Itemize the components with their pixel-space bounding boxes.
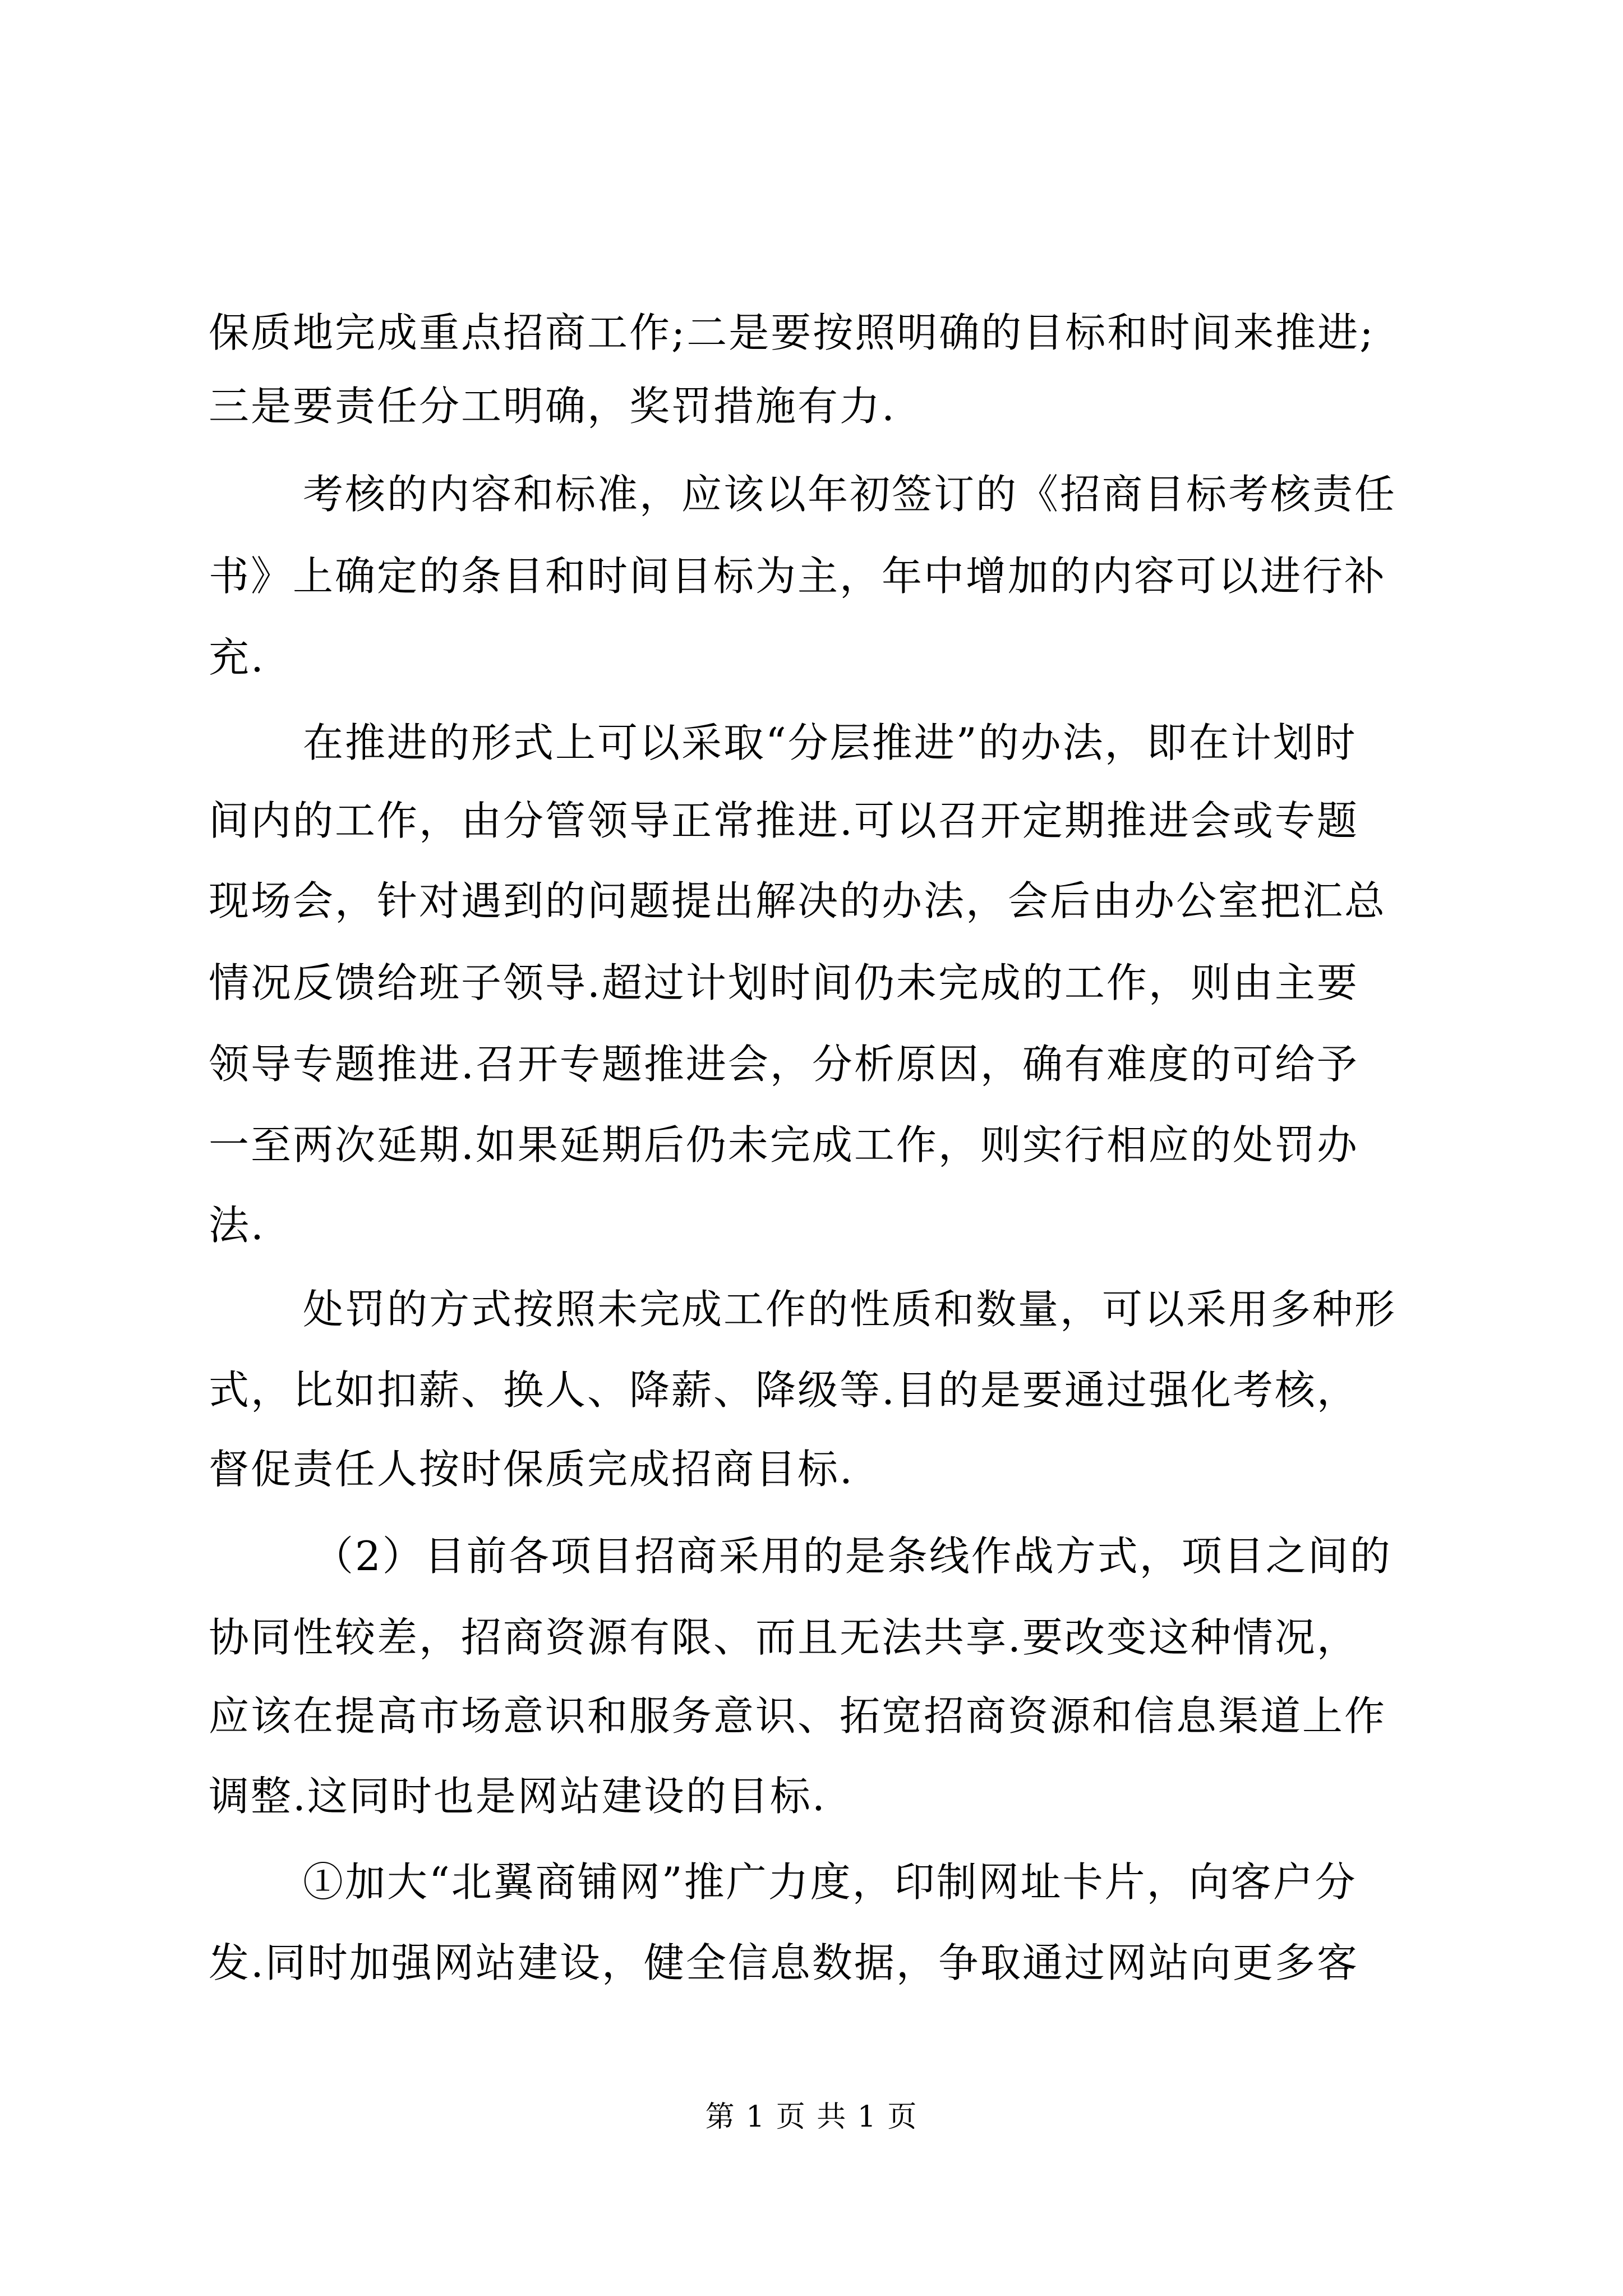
text-line: 督促责任人按时保质完成招商目标. bbox=[209, 1446, 854, 1493]
text-line: 充. bbox=[209, 634, 265, 681]
text-line: 在推进的形式上可以采取“分层推进”的办法，即在计划时 bbox=[303, 719, 1357, 766]
text-line: 式，比如扣薪、换人、降薪、降级等.目的是要通过强化考核， bbox=[209, 1366, 1359, 1414]
page-number-footer: 第 1 页 共 1 页 bbox=[705, 2100, 918, 2134]
text-line: 情况反馈给班子领导.超过计划时间仍未完成的工作，则由主要 bbox=[209, 959, 1359, 1006]
text-line: 处罚的方式按照未完成工作的性质和数量，可以采用多种形 bbox=[303, 1286, 1397, 1333]
text-line: 领导专题推进.召开专题推进会，分析原因，确有难度的可给予 bbox=[209, 1041, 1359, 1088]
text-line: 调整.这同时也是网站建设的目标. bbox=[209, 1773, 827, 1820]
text-line: ①加大“北翼商铺网”推广力度，印制网址卡片，向客户分 bbox=[303, 1858, 1357, 1906]
text-line: （2）目前各项目招商采用的是条线作战方式，项目之间的 bbox=[313, 1533, 1392, 1580]
text-line: 法. bbox=[209, 1202, 265, 1249]
text-line: 保质地完成重点招商工作;二是要按照明确的目标和时间来推进; bbox=[209, 309, 1375, 356]
text-line: 应该在提高市场意识和服务意识、拓宽招商资源和信息渠道上作 bbox=[209, 1692, 1387, 1740]
text-line: 一至两次延期.如果延期后仍未完成工作，则实行相应的处罚办 bbox=[209, 1121, 1359, 1168]
text-line: 间内的工作，由分管领导正常推进.可以召开定期推进会或专题 bbox=[209, 797, 1359, 844]
text-line: 发.同时加强网站建设，健全信息数据，争取通过网站向更多客 bbox=[209, 1939, 1359, 1986]
text-line: 现场会，针对遇到的问题提出解决的办法，会后由办公室把汇总 bbox=[209, 877, 1387, 924]
text-line: 书》上确定的条目和时间目标为主，年中增加的内容可以进行补 bbox=[209, 553, 1387, 600]
text-line: 考核的内容和标准，应该以年初签订的《招商目标考核责任 bbox=[303, 471, 1397, 518]
text-line: 协同性较差，招商资源有限、而且无法共享.要改变这种情况， bbox=[209, 1614, 1359, 1661]
text-line: 三是要责任分工明确，奖罚措施有力. bbox=[209, 383, 896, 430]
